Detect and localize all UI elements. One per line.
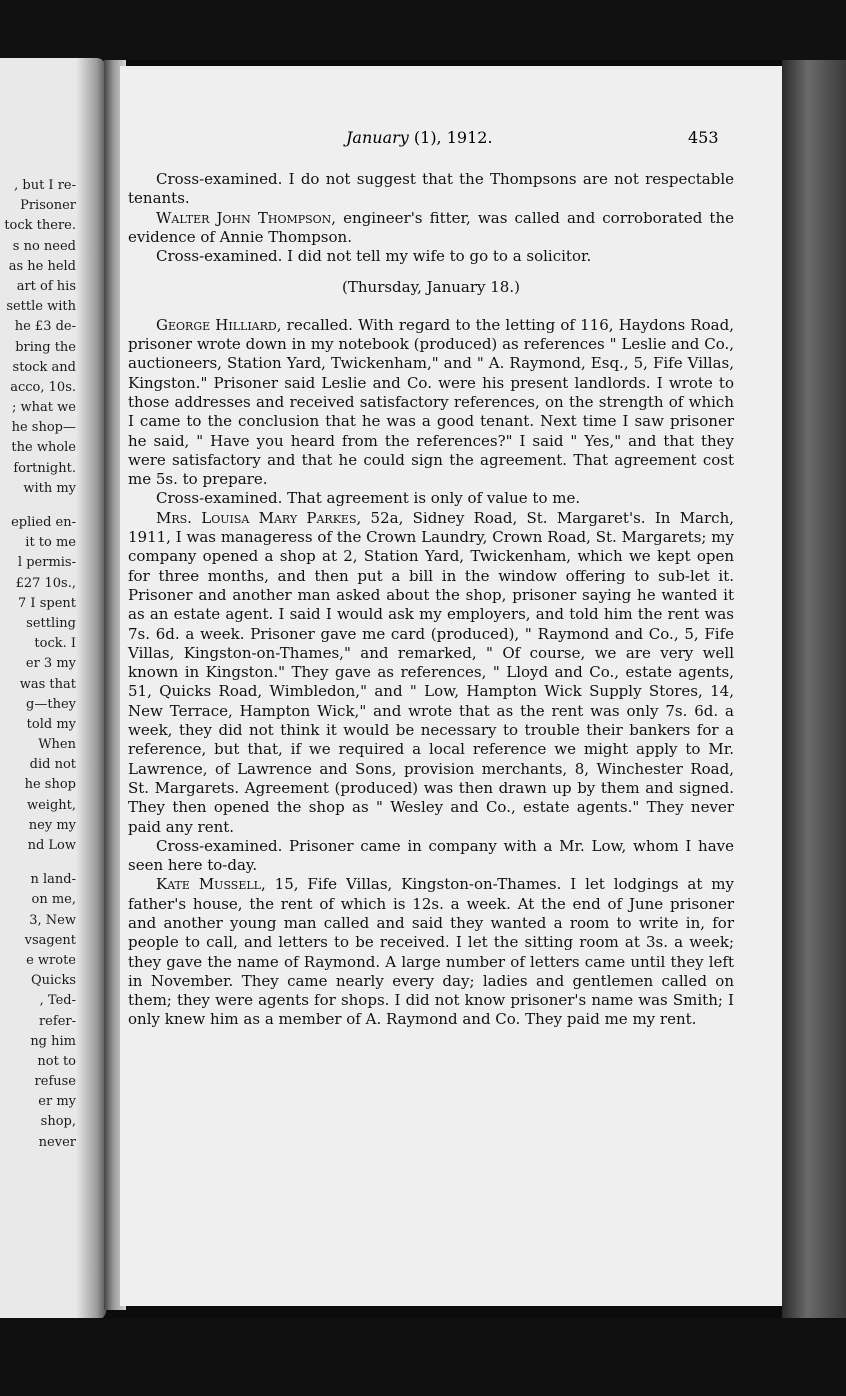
paragraph-text: engineer's fitter, was called and corroborated the evidence of Annie Thompson. [128,208,734,246]
witness-name: Mrs. Louisa Mary Parkes, [156,508,362,527]
date-heading [128,278,734,297]
left-page-line: refuse [34,1074,76,1090]
running-head-month: January [346,128,409,147]
left-page-gutter [76,58,106,1320]
running-head [120,128,782,152]
top-shadow [0,0,846,60]
paragraph-text: Cross-examined. I did not tell my wife to go to a solicitor. [156,247,592,266]
running-head-title [346,128,493,147]
page-body [128,170,734,1030]
left-page-line [0,856,76,870]
left-page-line: weight, [26,797,76,813]
left-page-line: with my [23,480,76,496]
left-page-line: l permis- [17,555,76,571]
paragraph-text: Cross-examined. Prisoner came in company with a Mr. Low, whom I have seen here to-day. [128,836,734,875]
left-page-line: fortnight. [13,460,76,476]
left-page-line [0,499,76,513]
left-page-line: n land- [30,872,76,888]
left-page-line: art of his [16,278,76,294]
running-head-session: (1), 1912. [413,128,493,147]
left-page-line: bring the [15,339,76,355]
left-page-line: was that [19,676,76,692]
left-page-line: acco, 10s. [10,379,76,395]
left-page-line: did not [29,757,76,773]
paragraph-text: 15, Fife Villas, Kingston-on-Thames. I let lodgings at my father's house, the rent of which is 12s. a week. At the end of June prisoner and another young man called and said they wanted a room to write in, for people to call, and letters to be received. I let the sitting room at 3s. a week; they gave the name of Raymond. A large number of letters came until they left in November. They came nearly every day; ladies and gentlemen called on them; they were agents for shops. I did not know prisoner's name was Smith; I only knew him as a member of A. Raymond and Co. They paid me my rent. [128,875,734,1029]
witness-name: Kate Mussell, [156,875,266,894]
left-page-line: g—they [26,696,76,712]
paragraph-cross-examined-1 [128,170,734,209]
left-page-line: e wrote [26,952,76,968]
left-page-line: , Ted- [39,993,76,1009]
left-page-line: stock and [12,359,76,375]
paragraph-text: Cross-examined. I do not suggest that the Thompsons are not respectable tenants. [128,170,734,208]
date-heading-text: (Thursday, January 18.) [342,278,520,297]
paragraph-text: recalled. With regard to the letting of 116, Haydons Road, prisoner wrote down in my notebook (produced) as references " Leslie and Co., auctioneers, Station Yard, Twickenham," and " A. Raymond, Esq., 5, Fife Villas, Kingston." Prisoner said Leslie and Co. were his present landlords. I wrote to those addresses and received satisfactory references, on the strength of which I came to the conclusion that he was a good tenant. Next time I saw prisoner he said, " Have you heard from the references?" I said " Yes," and that they were satisfactory and that he could sign the agreement. That agreement cost me 5s. to prepare. [128,315,734,489]
witness-name: Walter John Thompson, [156,208,337,227]
left-page-line: settling [26,615,76,631]
left-page-line: settle with [6,299,76,315]
left-page-line: 7 I spent [18,595,76,611]
paragraph-cross-examined-4 [128,837,734,876]
left-page-line: nd Low [27,838,76,853]
left-page-line: ng him [30,1033,76,1049]
right-page [120,66,782,1306]
left-page-line: told my [26,716,76,732]
left-page-line: it to me [25,535,76,551]
left-page-line: the whole [11,440,76,456]
left-page-line: vsagent [24,932,76,948]
left-page-line: he £3 de- [14,319,76,335]
left-page-line: s no need [12,238,76,254]
paragraph-text: Cross-examined. That agreement is only of value to me. [156,489,581,508]
left-page-line: tock. I [34,636,76,652]
left-page-line: tock there. [4,218,76,234]
paragraph-cross-examined-2 [128,247,734,266]
left-page-line: ney my [28,817,76,833]
left-page-line: Prisoner [20,198,76,214]
left-page-line: er 3 my [25,656,76,672]
paragraph-walter-john-thompson [128,209,734,248]
left-page-line: not to [37,1053,76,1069]
left-page-line: as he held [8,258,76,274]
left-page-line: on me, [31,892,76,908]
left-page [0,58,106,1320]
left-page-line: he shop— [11,420,76,436]
left-page-text-column [0,176,76,1153]
left-page-line: £27 10s., [15,575,76,591]
left-page-line: Quicks [30,973,76,989]
left-page-line: refer- [38,1013,76,1029]
bottom-shadow [0,1318,846,1396]
book-right-edge [782,60,846,1320]
left-page-line: ; what we [12,400,76,416]
paragraph-text: 52a, Sidney Road, St. Margaret's. In March, 1911, I was manageress of the Crown Laundry, Crown Road, St. Margarets; my company opened a shop at 2, Station Yard, Twickenham, which we kept open for three months, and then put a bill in the window offering to sub-let it. Prisoner and another man asked about the shop, prisoner saying he wanted it as an estate agent. I said I would ask my employers, and told him the rent was 7s. 6d. a week. Prisoner gave me card (produced), " Raymond and Co., 5, Fife Villas, Kingston-on-Thames," and remarked, " Of course, we are very well known in Kingston." They gave as references, " Lloyd and Co., estate agents, 51, Quicks Road, Wimbledon," and " Low, Hampton Wick Supply Stores, 14, New Terrace, Hampton Wick," and wrote that as the rent was only 7s. 6d. a week, they did not think it would be necessary to trouble their bankers for a reference, but that, if we required a local reference we might apply to Mr. Lawrence, of Lawrence and Sons, provision merchants, 8, Winchester Road, St. Margarets. Agreement (produced) was then drawn up by them and signed. They then opened the shop as " Wesley and Co., estate agents." They never paid any rent. [128,508,734,836]
witness-name: George Hilliard, [156,315,282,334]
left-page-line: , but I re- [14,178,76,193]
left-page-line: eplied en- [11,515,76,530]
paragraph-george-hilliard [128,316,734,490]
left-page-line: shop, [40,1114,76,1130]
page-number: 453 [688,128,719,147]
paragraph-cross-examined-3 [128,489,734,508]
paragraph-kate-mussell [128,875,734,1029]
left-page-line: When [38,737,76,753]
left-page-line: he shop [24,777,76,793]
paragraph-louisa-mary-parkes [128,509,734,837]
left-page-line: 3, New [29,912,76,928]
left-page-line: er my [38,1094,76,1110]
left-page-line: never [38,1134,76,1150]
